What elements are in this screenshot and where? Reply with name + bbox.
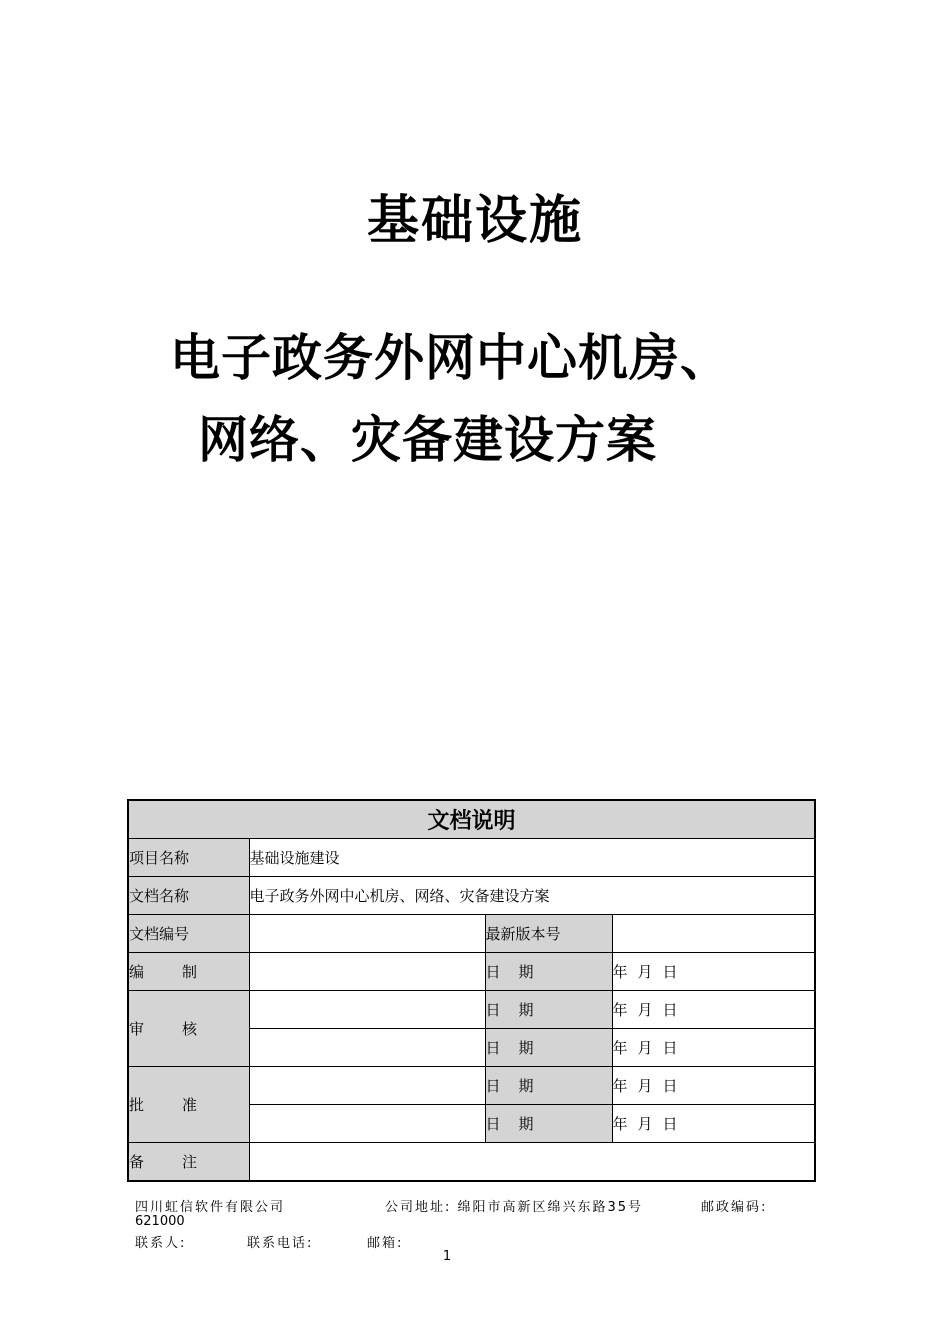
date-value: 年 月 日 [612,991,815,1029]
document-number-value [249,915,485,953]
project-name-value: 基础设施建设 [249,839,815,877]
company-name: 四川虹信软件有限公司 [135,1200,286,1215]
contact-label: 联系人: [135,1236,187,1251]
page-number: 1 [442,1249,452,1264]
footer-line-1 [135,1196,768,1215]
phone-label: 联系电话: [247,1236,314,1251]
remarks-label: 备注 [128,1143,249,1182]
date-value: 年 月 日 [612,1067,815,1105]
latest-version-value [612,915,815,953]
date-value: 年 月 日 [612,1029,815,1067]
review-value-2 [249,1029,485,1067]
email-label: 邮箱: [367,1236,404,1251]
zip-value: 621000 [135,1214,185,1229]
title-line-1: 基础设施 [366,190,583,251]
table-header: 文档说明 [128,800,815,839]
date-value: 年 月 日 [612,953,815,991]
date-label: 日期 [485,1067,612,1105]
review-value-1 [249,991,485,1029]
date-label: 日期 [485,991,612,1029]
remarks-value [249,1143,815,1182]
approve-value-2 [249,1105,485,1143]
document-name-label: 文档名称 [128,877,249,915]
approve-value-1 [249,1067,485,1105]
title-line-3: 网络、灾备建设方案 [198,410,657,469]
review-label: 审核 [128,991,249,1067]
date-value: 年 月 日 [612,1105,815,1143]
approve-label: 批准 [128,1067,249,1143]
date-label: 日期 [485,1105,612,1143]
title-line-2: 电子政务外网中心机房、 [170,328,731,387]
project-name-label: 项目名称 [128,839,249,877]
company-address: 公司地址: 绵阳市高新区绵兴东路35号 [385,1200,644,1215]
date-label: 日期 [485,953,612,991]
compile-value [249,953,485,991]
compile-label: 编制 [128,953,249,991]
date-label: 日期 [485,1029,612,1067]
latest-version-label: 最新版本号 [485,915,612,953]
document-name-value: 电子政务外网中心机房、网络、灾备建设方案 [249,877,815,915]
zip-label: 邮政编码: [701,1200,768,1215]
document-number-label: 文档编号 [128,915,249,953]
document-info-table [127,799,816,1182]
